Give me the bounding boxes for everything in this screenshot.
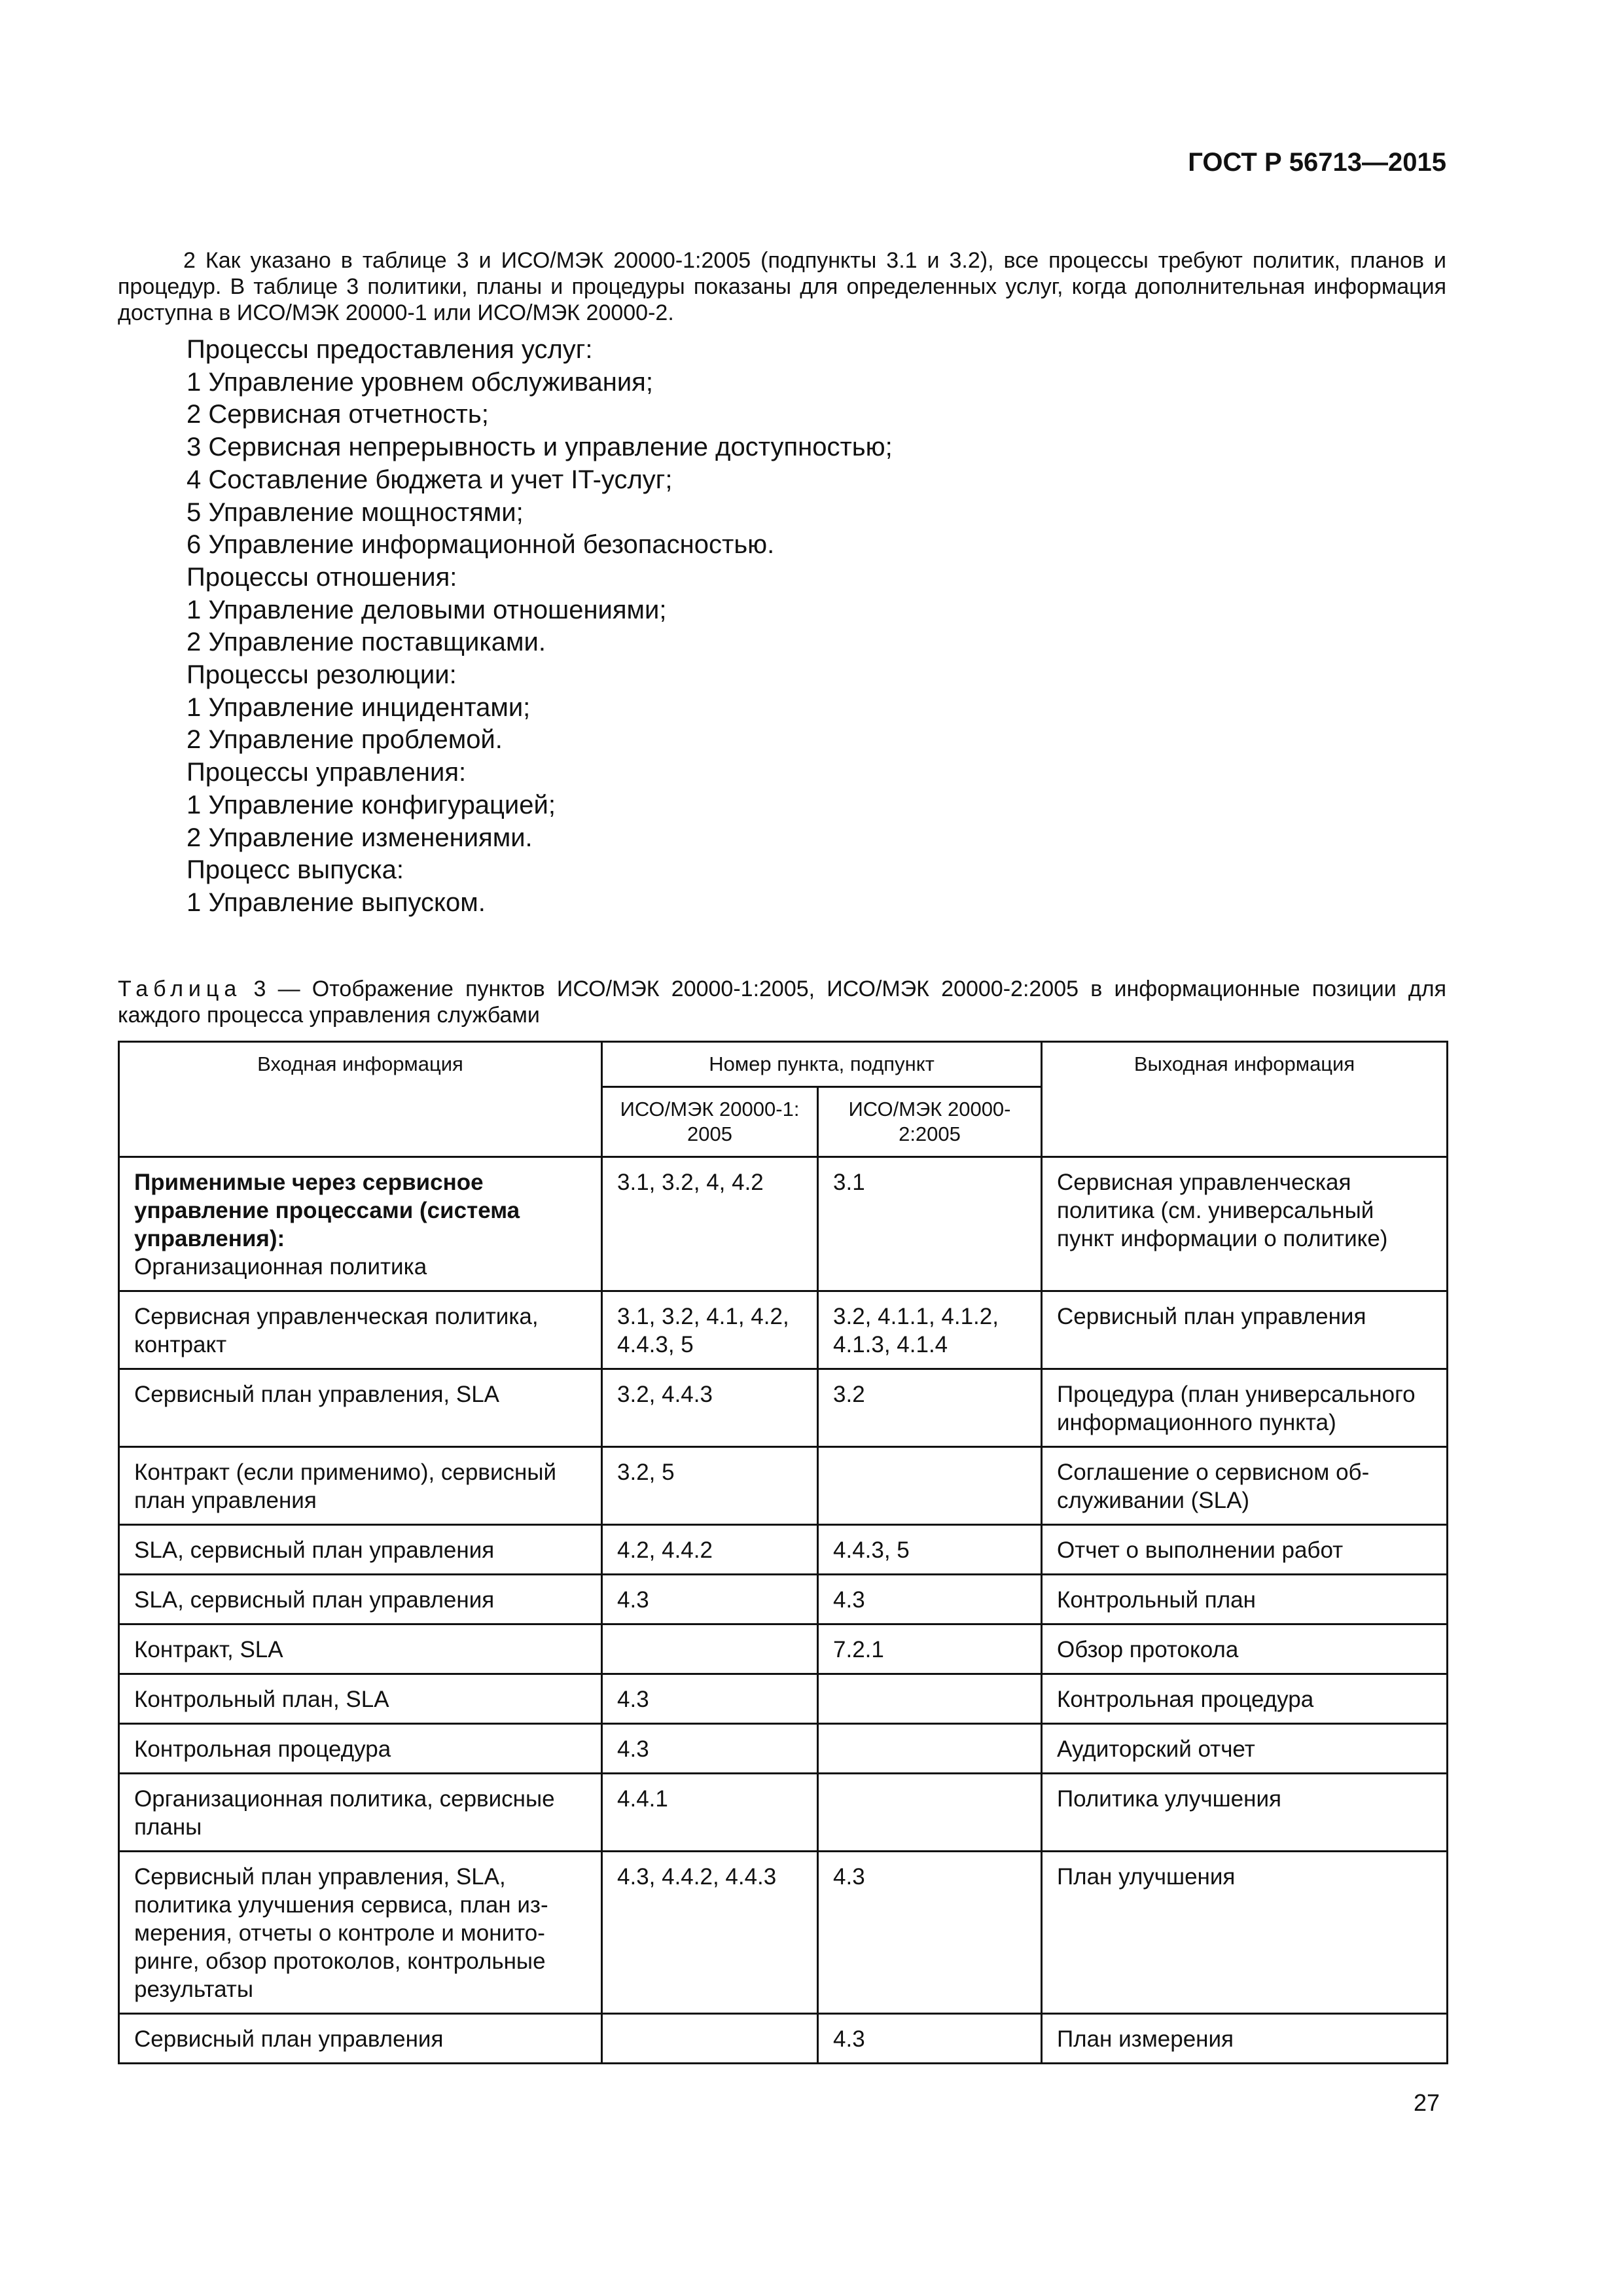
list-item: Процессы отношения: (187, 562, 457, 592)
cell-input: Сервисный план управления, SLA, политика улучшения сервиса, план измерения, отчеты о контроле и мониторинге, обзор протоколов, контрольные результаты (119, 1852, 602, 2014)
cell-iso-1: 4.3 (602, 1575, 818, 1624)
cell-iso-1: 4.3 (602, 1674, 818, 1724)
cell-output: Контрольный план (1042, 1575, 1448, 1624)
cell-iso-2: 3.1 (818, 1157, 1042, 1291)
list-item: Процесс выпуска: (187, 855, 404, 885)
header-clause: Номер пункта, подпункт (602, 1042, 1042, 1087)
list-item: Процессы резолюции: (187, 660, 457, 690)
list-item: 4 Составление бюджета и учет IT-услуг; (187, 465, 673, 494)
table-header-row (119, 1042, 1448, 1087)
cell-input: SLA, сервисный план управления (119, 1525, 602, 1575)
cell-iso-2 (818, 1674, 1042, 1724)
cell-input: Сервисный план управления, SLA (119, 1369, 602, 1447)
cell-input-text: Организационная политика (134, 1254, 427, 1280)
table-row (119, 1291, 1448, 1369)
cell-iso-1: 4.3, 4.4.2, 4.4.3 (602, 1852, 818, 2014)
cell-iso-2: 4.3 (818, 1852, 1042, 2014)
table-row (119, 1575, 1448, 1624)
cell-input: Контрольная процедура (119, 1724, 602, 1774)
cell-iso-1: 3.1, 3.2, 4, 4.2 (602, 1157, 818, 1291)
cell-iso-2: 4.3 (818, 2014, 1042, 2064)
cell-output: Контрольная процедура (1042, 1674, 1448, 1724)
header-output: Выходная информация (1042, 1042, 1448, 1157)
list-item: 3 Сервисная непрерывность и управление доступностью; (187, 433, 893, 462)
list-item: 1 Управление конфигурацией; (187, 790, 556, 819)
cell-output: Соглашение о сервисном обслуживании (SLA) (1042, 1447, 1448, 1525)
header-input: Входная информация (119, 1042, 602, 1157)
list-item: 2 Управление поставщиками. (187, 628, 546, 657)
list-item: 1 Управление выпуском. (187, 888, 486, 917)
cell-input: SLA, сервисный план управления (119, 1575, 602, 1624)
list-item: 2 Управление проблемой. (187, 725, 503, 755)
page-number: 27 (1413, 2089, 1440, 2116)
table-row (119, 1447, 1448, 1525)
list-item: 6 Управление информационной безопасностью. (187, 530, 775, 560)
cell-iso-1: 4.2, 4.4.2 (602, 1525, 818, 1575)
cell-iso-2: 4.3 (818, 1575, 1042, 1624)
list-item: Процессы управления: (187, 758, 467, 787)
cell-output: Сервисная управленческая политика (см. универсальный пункт информации о политике) (1042, 1157, 1448, 1291)
list-item: 2 Управление изменениями. (187, 823, 533, 852)
cell-output: Политика улучшения (1042, 1774, 1448, 1852)
cell-iso-2 (818, 1724, 1042, 1774)
note-paragraph: 2 Как указано в таблице 3 и ИСО/МЭК 20000-1:2005 (подпункты 3.1 и 3.2), все процессы требуют политик, планов и процедур. В таблице 3 политики, планы и процедуры показаны для определенных услуг, когда дополнительная информация доступна в ИСО/МЭК 20000-1 или ИСО/МЭК 20000-2. (118, 248, 1446, 325)
list-item: 5 Управление мощностями; (187, 497, 524, 527)
cell-input-heading: Применимые через сервисное управление процессами (система управления): (134, 1170, 520, 1251)
table-row (119, 1624, 1448, 1674)
cell-output: Сервисный план управления (1042, 1291, 1448, 1369)
cell-input: Организационная политика, сервисные планы (119, 1774, 602, 1852)
cell-iso-2 (818, 1774, 1042, 1852)
table-row (119, 1525, 1448, 1575)
cell-iso-2: 3.2 (818, 1369, 1042, 1447)
cell-iso-1: 4.4.1 (602, 1774, 818, 1852)
cell-iso-1: 4.3 (602, 1724, 818, 1774)
list-item: 1 Управление уровнем обслуживания; (187, 367, 653, 397)
cell-output: План измерения (1042, 2014, 1448, 2064)
cell-iso-2: 3.2, 4.1.1, 4.1.2, 4.1.3, 4.1.4 (818, 1291, 1042, 1369)
table-row (119, 1724, 1448, 1774)
list-item: Процессы предоставления услуг: (187, 335, 593, 364)
mapping-table (118, 1041, 1448, 2064)
table-row (119, 2014, 1448, 2064)
cell-input: Контрольный план, SLA (119, 1674, 602, 1724)
cell-input: Контракт (если применимо), сервисный план управления (119, 1447, 602, 1525)
table-row (119, 1674, 1448, 1724)
table-row (119, 1369, 1448, 1447)
list-item: 2 Сервисная отчетность; (187, 400, 489, 429)
table-row (119, 1157, 1448, 1291)
cell-output: Отчет о выполнении работ (1042, 1525, 1448, 1575)
table-caption-label: Таблица (118, 977, 242, 1001)
cell-output: Аудиторский отчет (1042, 1724, 1448, 1774)
cell-iso-1: 3.1, 3.2, 4.1, 4.2, 4.4.3, 5 (602, 1291, 818, 1369)
cell-iso-1: 3.2, 5 (602, 1447, 818, 1525)
cell-input: Контракт, SLA (119, 1624, 602, 1674)
cell-iso-2 (818, 1447, 1042, 1525)
cell-iso-1: 3.2, 4.4.3 (602, 1369, 818, 1447)
header-iso-1: ИСО/МЭК 20000-1: 2005 (602, 1087, 818, 1157)
cell-output: Процедура (план универсального информационного пункта) (1042, 1369, 1448, 1447)
cell-iso-2: 7.2.1 (818, 1624, 1042, 1674)
table-row (119, 1852, 1448, 2014)
cell-output: Обзор протокола (1042, 1624, 1448, 1674)
header-iso-2: ИСО/МЭК 20000-2:2005 (818, 1087, 1042, 1157)
table-caption-text: 3 — Отображение пунктов ИСО/МЭК 20000-1:2005, ИСО/МЭК 20000-2:2005 в информационные позиции для каждого процесса управления службами (118, 977, 1446, 1028)
list-item: 1 Управление деловыми отношениями; (187, 595, 667, 624)
cell-input: Сервисная управленческая политика, контракт (119, 1291, 602, 1369)
document-code: ГОСТ Р 56713—2015 (1188, 148, 1446, 177)
list-item: 1 Управление инцидентами; (187, 692, 531, 722)
cell-iso-1 (602, 1624, 818, 1674)
table-caption (118, 976, 1446, 1028)
table-row (119, 1774, 1448, 1852)
cell-iso-2: 4.4.3, 5 (818, 1525, 1042, 1575)
cell-iso-1 (602, 2014, 818, 2064)
cell-input: Сервисный план управления (119, 2014, 602, 2064)
process-list (187, 334, 893, 920)
cell-output: План улучшения (1042, 1852, 1448, 2014)
cell-input (119, 1157, 602, 1291)
